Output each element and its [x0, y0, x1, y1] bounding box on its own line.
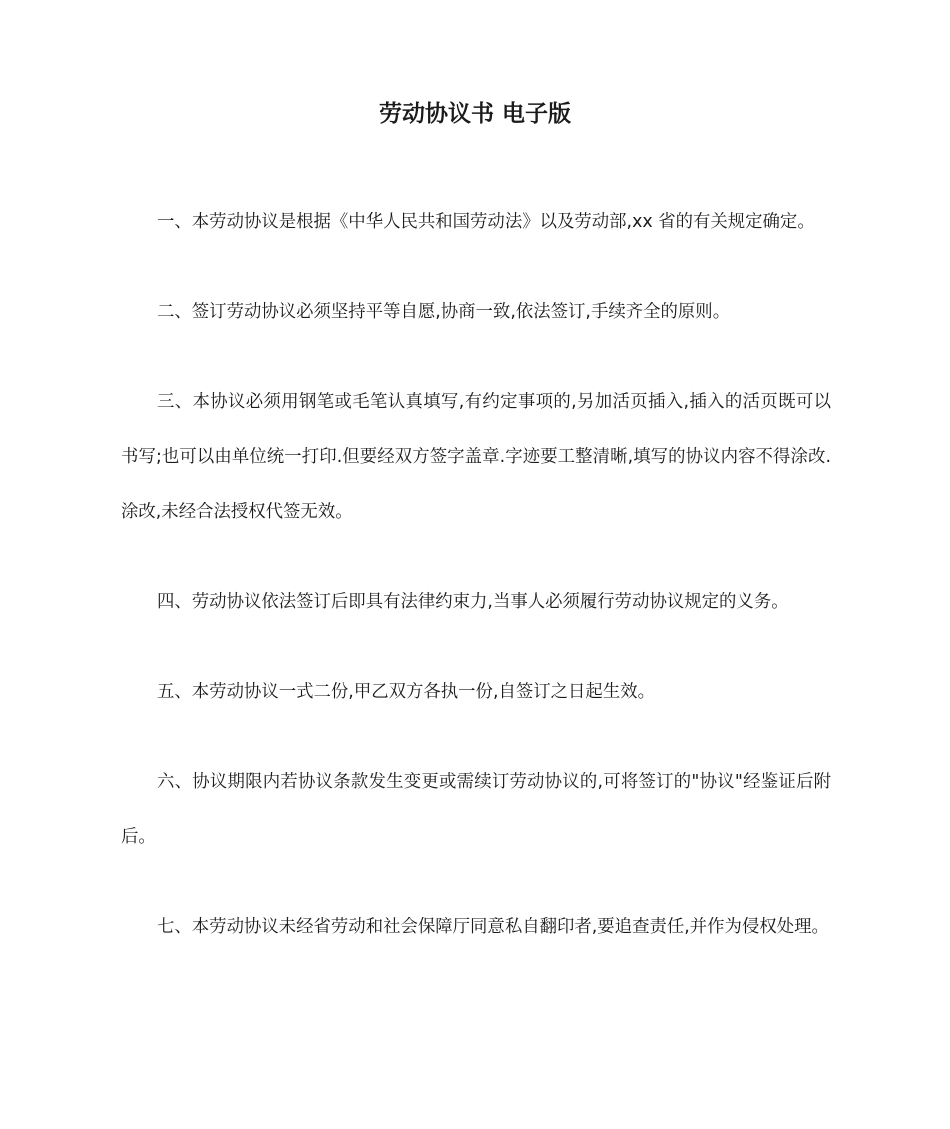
- clause-6: 六、协议期限内若协议条款发生变更或需续订劳动协议的,可将签订的"协议"经鉴证后附后。: [121, 772, 831, 847]
- clause-3: 三、本协议必须用钢笔或毛笔认真填写,有约定事项的,另加活页插入,插入的活页既可以书写;也可以由单位统一打印.但要经双方签字盖章.字迹要工整清晰,填写的协议内容不得涂改.涂改,未经合法授权代签无效。: [121, 392, 831, 522]
- clause-2: 二、签订劳动协议必须坚持平等自愿,协商一致,依法签订,手续齐全的原则。: [157, 302, 731, 322]
- clause-5: 五、本劳动协议一式二份,甲乙双方各执一份,自签订之日起生效。: [157, 682, 655, 702]
- clause-1: 一、本劳动协议是根据《中华人民共和国劳动法》以及劳动部,xx 省的有关规定确定。: [157, 212, 815, 232]
- clause-7: 七、本劳动协议未经省劳动和社会保障厅同意私自翻印者,要追查责任,并作为侵权处理。: [157, 917, 829, 937]
- clause-4: 四、劳动协议依法签订后即具有法律约束力,当事人必须履行劳动协议规定的义务。: [157, 592, 789, 612]
- document-body: [121, 195, 831, 990]
- document-title: 劳动协议书 电子版: [378, 101, 571, 127]
